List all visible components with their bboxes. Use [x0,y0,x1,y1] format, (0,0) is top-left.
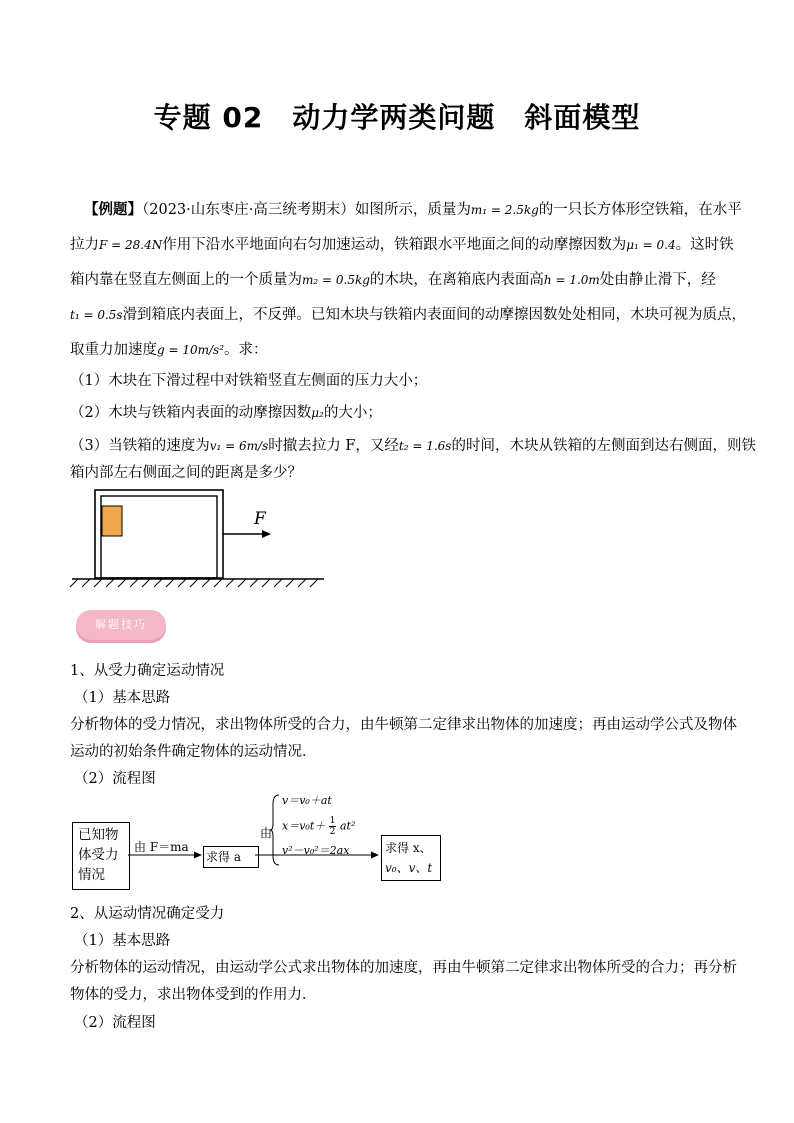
fraction-half [329,816,337,837]
flow-box3-line2: v₀、v、t [385,861,433,875]
example-line-1 [70,198,742,219]
equation-3: v²－v₀²＝2ax [282,844,350,857]
text-run: 。求： [224,342,268,358]
flow-arrow2 [255,850,381,860]
section2-sub1: （1）基本思路 [74,933,171,949]
example-line-2 [70,233,734,254]
iron-box-figure [68,488,332,588]
ground-hatch [70,579,318,587]
flow-you-label: 由 [260,826,273,840]
flow-arrow1 [128,850,204,860]
text-run: 作用下沿水平地面向右匀加速运动，铁箱跟水平地面之间的动摩擦因数为 [162,237,627,253]
flow-box1-line3: 情况 [78,867,105,883]
height-h: h = 1.0m [543,273,600,287]
text-run: 时撤去拉力 F，又经 [268,438,399,454]
text-run: 取重力加速度 [70,342,157,358]
text-run: 的大小； [323,405,382,421]
gravity-g: g = 10m/s² [157,343,225,357]
equation-2-part-a: x＝v₀t＋ [282,819,326,833]
section1-heading: 1、从受力确定运动情况 [70,663,225,679]
flow-box1-line2: 体受力 [78,847,119,863]
example-tag: 【例题】 [84,202,142,218]
flow-box-find-a: 求得 a [203,846,259,868]
text-run: （2）木块与铁箱内表面的动摩擦因数 [70,405,312,421]
section1-text-line2: 运动的初始条件确定物体的运动情况． [70,744,317,760]
text-run: 拉力 [70,237,99,253]
time-t2: t₂ = 1.6s [398,439,452,453]
text-run: 。这时铁 [675,237,734,253]
force-arrow-head [262,530,271,538]
equation-2 [282,816,355,837]
section1-sub2: （2）流程图 [74,771,156,787]
question-3-cont: 箱内部左右侧面之间的距离是多少？ [70,465,302,481]
wood-block [102,506,122,536]
equation-1: v＝v₀＋at [282,794,332,807]
time-t1: t₁ = 0.5s [70,308,123,322]
flow-arrow1-label: 由 F＝ma [134,840,189,854]
mass-m1: m₁ = 2.5kg [470,203,539,217]
section2-heading: 2、从运动情况确定受力 [70,906,225,922]
section1-text-line1: 分析物体的受力情况，求出物体所受的合力，由牛顿第二定律求出物体的加速度；再由运动学公式及物体 [70,717,737,733]
example-source: （2023·山东枣庄·高三统考期末） [142,202,355,218]
question-2 [70,401,382,422]
mass-m2: m₂ = 0.5kg [302,273,370,287]
section2-text-line2: 物体的受力，求出物体受到的作用力． [70,987,317,1003]
mu1: μ₁ = 0.4 [626,238,676,252]
velocity-v1: v₁ = 6m/s [209,439,269,453]
example-line-5 [70,338,268,359]
fraction-numerator: 1 [329,816,336,826]
text-run: 的一只长方体形空铁箱，在水平 [538,202,742,218]
flow-box-find-xvt [381,835,441,881]
question-1: （1）木块在下滑过程中对铁箱竖直左侧面的压力大小； [70,373,428,389]
force-f: F = 28.4N [99,238,163,252]
text-run: 箱内靠在竖直左侧面上的一个质量为 [70,272,302,288]
text-run: 的时间，木块从铁箱的左侧面到达右侧面，则铁 [451,438,756,454]
flow-box-text [78,825,119,885]
text-run: 处由静止滑下，经 [599,272,716,288]
example-line-3 [70,268,716,289]
example-line-4 [70,303,746,324]
page-title: 专题 02 动力学两类问题 斜面模型 [153,101,641,134]
section1-sub1: （1）基本思路 [74,690,171,706]
force-label: F [254,509,266,529]
flow-box3-line1: 求得 x、 [385,841,432,855]
flowchart [70,790,450,892]
text-run: 的木块，在离箱底内表面高 [369,272,544,288]
section2-text-line1: 分析物体的运动情况，由运动学公式求出物体的加速度，再由牛顿第二定律求出物体所受的合力；再分析 [70,960,737,976]
text-run: （3）当铁箱的速度为 [70,438,210,454]
flow-box1-line1: 已知物 [78,827,119,843]
text-run: 如图所示，质量为 [354,202,471,218]
text-run: 滑到箱底内表面上，不反弹。已知木块与铁箱内表面间的动摩擦因数处处相同，木块可视为质点， [122,307,747,323]
flow-box-known-force [72,822,130,890]
tips-badge: 解题技巧 [76,610,166,640]
mu2: μ₂ [311,406,324,420]
fraction-denominator: 2 [329,827,336,837]
section2-sub2: （2）流程图 [74,1015,156,1031]
question-3 [70,434,756,455]
equation-2-part-b: at² [339,819,356,833]
